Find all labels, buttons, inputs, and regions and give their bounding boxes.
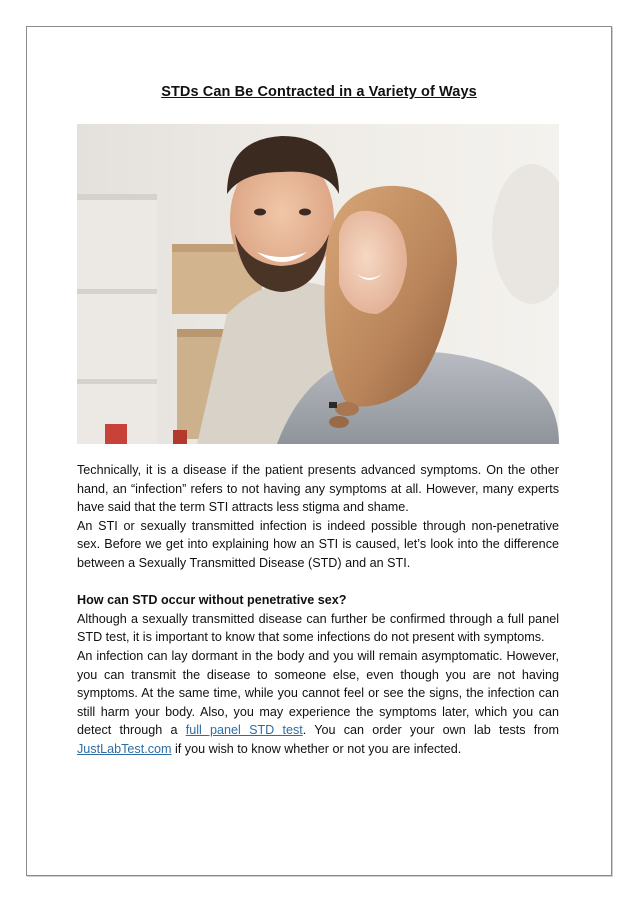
- paragraph-1: Technically, it is a disease if the patient presents advanced symptoms. On the other hand, an “infection” refers to not having any symptoms at all. However, many experts have said that the term STI attracts less stigma and shame.: [77, 463, 559, 515]
- paragraph-gap: [77, 573, 559, 592]
- document-title: STDs Can Be Contracted in a Variety of Ways: [161, 84, 477, 100]
- paragraph-4-text-c: if you wish to know whether or not you are infected.: [171, 741, 462, 756]
- paragraph-3: Although a sexually transmitted disease can further be confirmed through a full panel STD test, it is important to know that some infections do not present with symptoms.: [77, 611, 559, 645]
- section-heading: How can STD occur without penetrative sex?: [77, 593, 347, 608]
- full-panel-std-test-link[interactable]: full panel STD test: [185, 723, 303, 738]
- couple-photo: [77, 124, 559, 444]
- paragraph-2: An STI or sexually transmitted infection is indeed possible through non-penetrative sex. Before we get into explaining how an STI is caused, let’s look into the difference between a Sexually Transmitted Disease (STD) and an STI.: [77, 518, 559, 570]
- paragraph-4: [77, 647, 559, 759]
- paragraph-4-text-a: An infection can lay dormant in the body and you will remain asymptomatic. However, you can transmit the disease to someone else, even though you are not having symptoms. At the same time, while you cannot feel or see the signs, the infection can still harm your body. Also, you may experience the symptoms later, which you can detect through a: [77, 648, 559, 738]
- justlabtest-link[interactable]: JustLabTest.com: [77, 741, 172, 756]
- article-body: [77, 461, 559, 759]
- paragraph-4-text-b: . You can order your own lab tests from: [302, 723, 559, 738]
